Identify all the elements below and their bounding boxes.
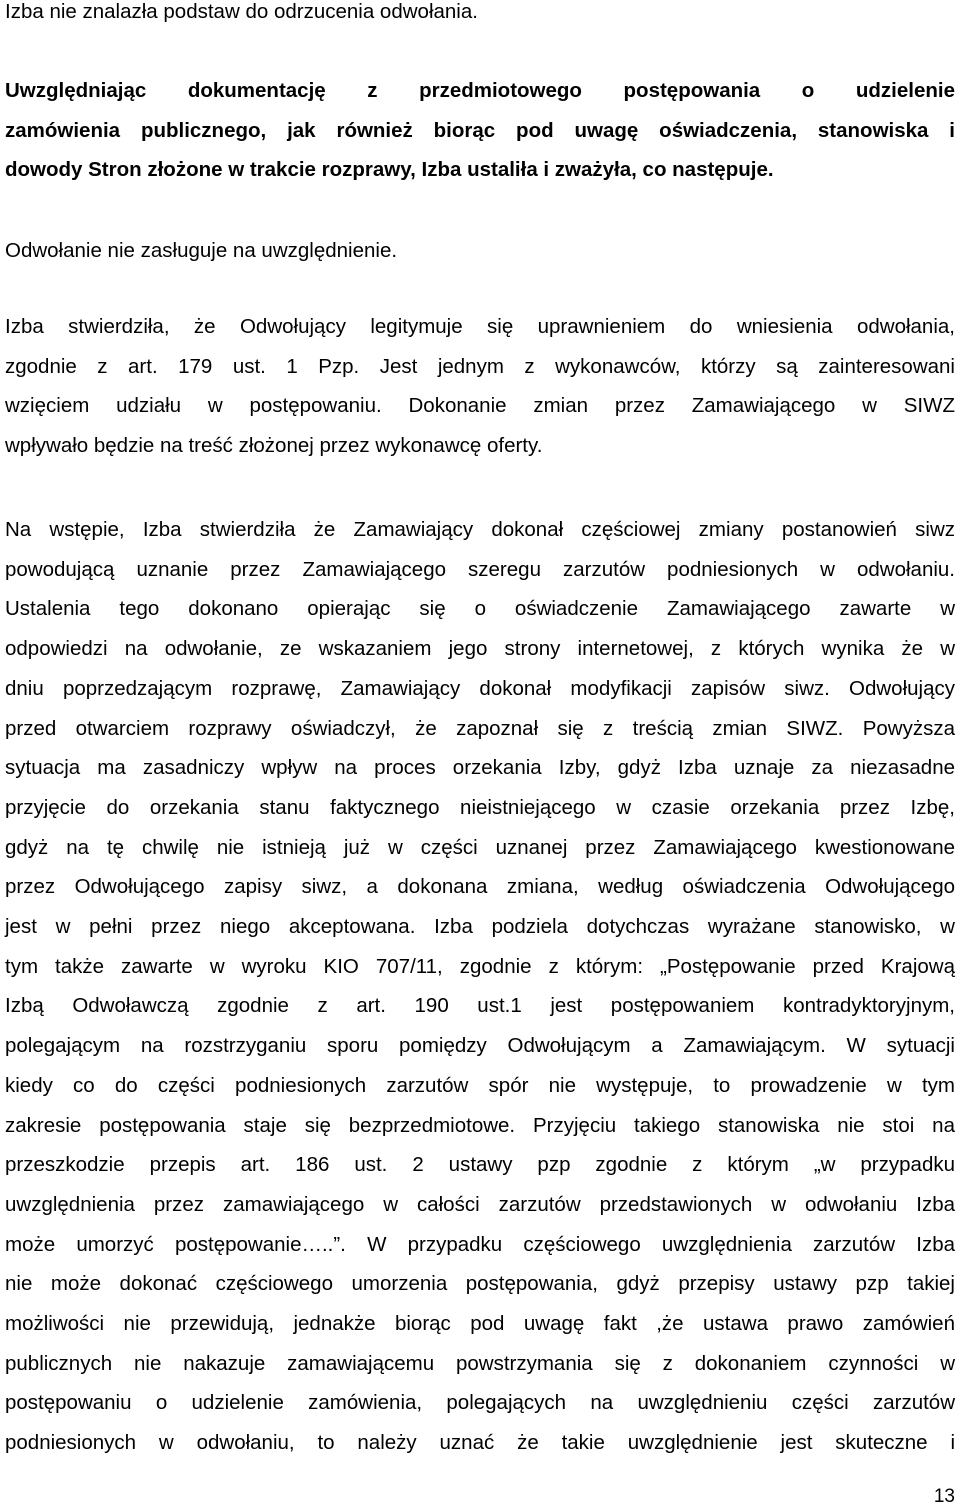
text-line: powodującą uznanie przez Zamawiającego szeregu zarzutów podniesionych w odwołaniu. [5,557,955,581]
text-line: postępowaniu o udzielenie zamówienia, polegających na uwzględnieniu części zarzutów [5,1391,955,1415]
text-line: odpowiedzi na odwołanie, ze wskazaniem jego strony internetowej, z których wynika że w [5,637,955,661]
text-line: zamówienia publicznego, jak również biorąc pod uwagę oświadczenia, stanowiska i [5,118,955,142]
text-line: możliwości nie przewidują, jednakże biorąc pod uwagę fakt ,że ustawa prawo zamówień [5,1312,955,1336]
text-line: przyjęcie do orzekania stanu faktycznego nieistniejącego w czasie orzekania przez Izbę, [5,795,955,819]
text-line: wpływało będzie na treść złożonej przez wykonawcę oferty. [5,433,543,457]
text-line: tym także zawarte w wyroku KIO 707/11, zgodnie z którym: „Postępowanie przed Krajową [5,954,955,978]
page-number: 13 [933,1486,955,1507]
text-line: nie może dokonać częściowego umorzenia postępowania, gdyż przepisy ustawy pzp takiej [5,1272,955,1296]
text-line: dniu poprzedzającym rozprawę, Zamawiający dokonał modyfikacji zapisów siwz. Odwołujący [5,676,955,700]
text-line: wzięciem udziału w postępowaniu. Dokonanie zmian przez Zamawiającego w SIWZ [5,394,955,417]
findings-heading-paragraph [5,71,955,190]
text-line: sytuacja ma zasadniczy wpływ na proces orzekania Izby, gdyż Izba uznaje za niezasadne [5,756,955,780]
intro-sentence [5,0,955,31]
text-line: polegającym na rozstrzyganiu sporu pomiędzy Odwołującym a Zamawiającym. W sytuacji [5,1034,955,1058]
text-line: przeszkodzie przepis art. 186 ust. 2 ustawy pzp zgodnie z którym „w przypadku [5,1153,955,1177]
verdict-paragraph [5,231,955,270]
text-line: przed otwarciem rozprawy oświadczył, że zapoznał się z treścią zmian SIWZ. Powyższa [5,716,955,740]
text-line: Izba stwierdziła, że Odwołujący legitymuje się uprawnieniem do wniesienia odwołania, [5,315,955,338]
text-line: zgodnie z art. 179 ust. 1 Pzp. Jest jednym z wykonawców, którzy są zainteresowani [5,354,955,378]
text-line: zakresie postępowania staje się bezprzedmiotowe. Przyjęciu takiego stanowiska nie stoi na [5,1113,955,1137]
text-line: Odwołanie nie zasługuje na uwzględnienie. [5,239,398,262]
text-line: publicznych nie nakazuje zamawiającemu powstrzymania się z dokonaniem czynności w [5,1351,955,1375]
text-line: jest w pełni przez niego akceptowana. Izba podziela dotychczas wyrażane stanowisko, w [5,915,955,939]
text-line: dowody Stron złożone w trakcie rozprawy, Izba ustaliła i zważyła, co następuje. [5,158,774,181]
text-line: może umorzyć postępowanie…..”. W przypadku częściowego uwzględnienia zarzutów Izba [5,1232,955,1256]
text-line: Uwzględniając dokumentację z przedmiotowego postępowania o udzielenie [5,79,955,102]
text-line: Izbą Odwoławczą zgodnie z art. 190 ust.1 jest postępowaniem kontradyktoryjnym, [5,994,955,1018]
standing-paragraph [5,307,955,465]
text-line: Na wstępie, Izba stwierdziła że Zamawiający dokonał częściowej zmiany postanowień siwz [5,518,955,541]
text-line: Izba nie znalazła podstaw do odrzucenia odwołania. [5,0,478,23]
text-line: Ustalenia tego dokonano opierając się o oświadczenie Zamawiającego zawarte w [5,597,955,621]
main-reasoning-paragraph [5,510,955,1463]
text-line: podniesionych w odwołaniu, to należy uznać że takie uwzględnienie jest skuteczne i [5,1431,955,1455]
text-line: przez Odwołującego zapisy siwz, a dokonana zmiana, według oświadczenia Odwołującego [5,875,955,899]
text-line: gdyż na tę chwilę nie istnieją już w części uznanej przez Zamawiającego kwestionowane [5,835,955,859]
text-line: uwzględnienia przez zamawiającego w całości zarzutów przedstawionych w odwołaniu Izba [5,1192,955,1216]
text-line: kiedy co do części podniesionych zarzutów spór nie występuje, to prowadzenie w tym [5,1073,955,1097]
